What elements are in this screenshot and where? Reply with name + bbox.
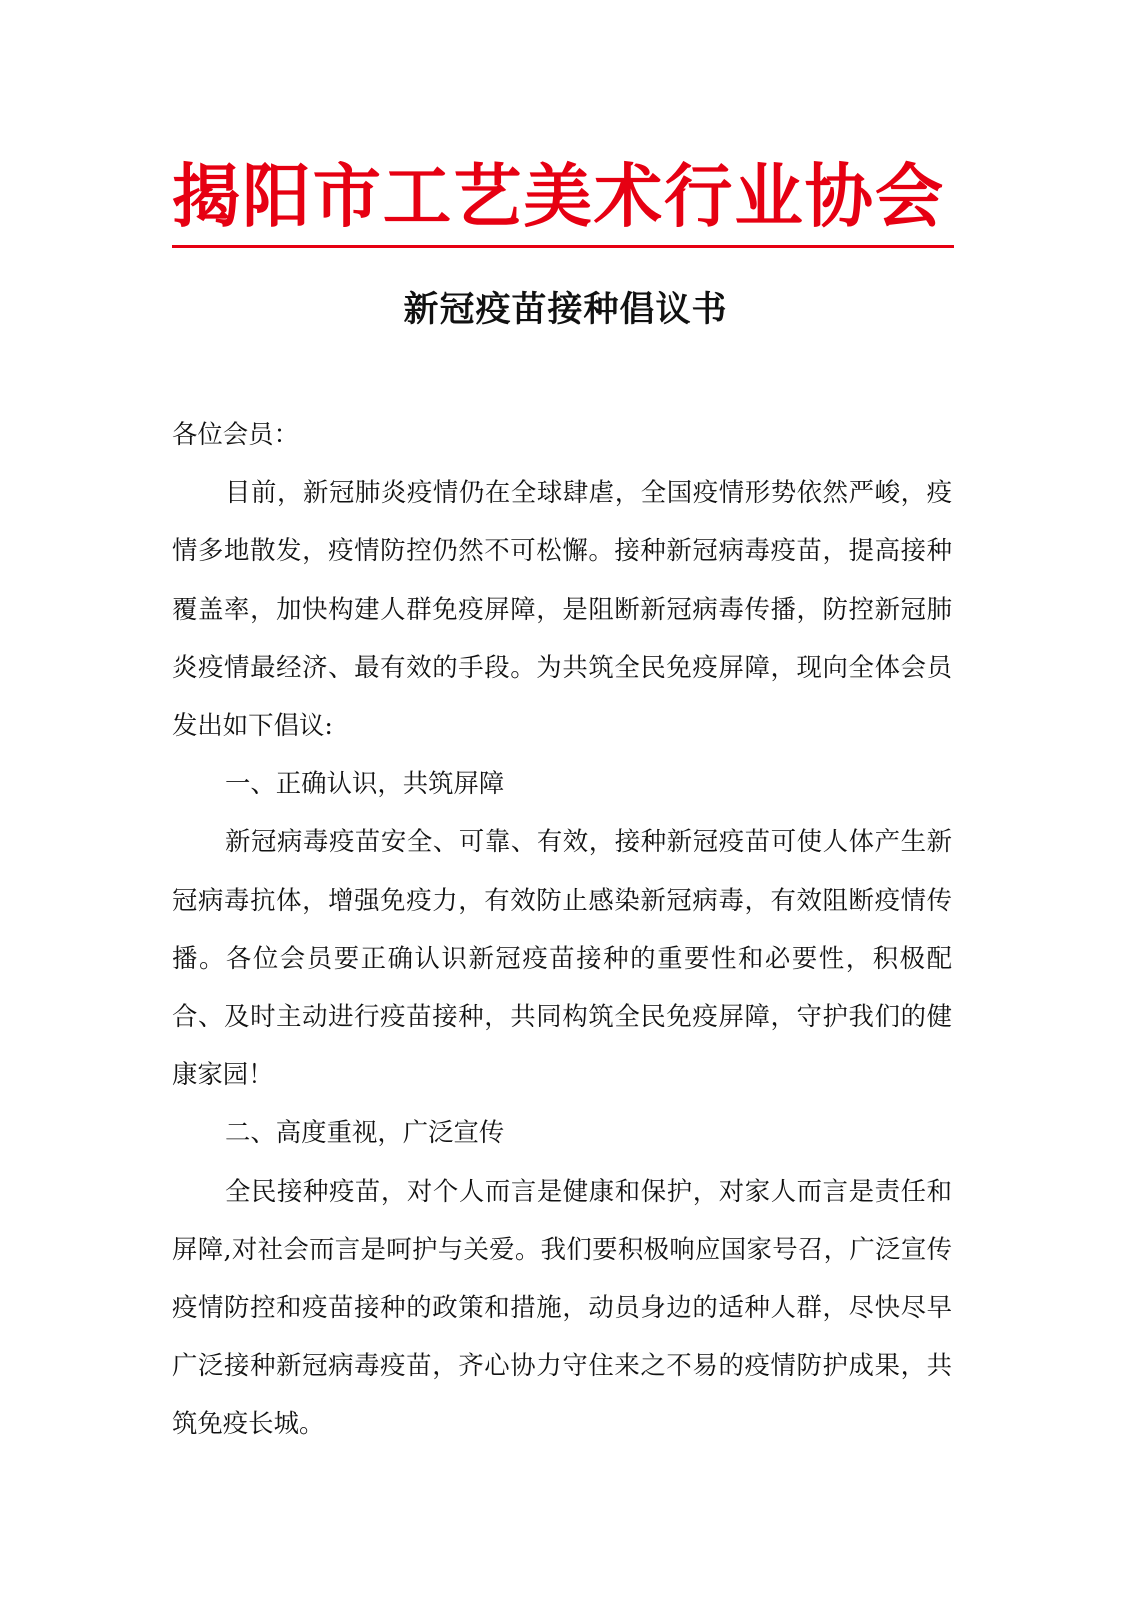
intro-paragraph: 目前，新冠肺炎疫情仍在全球肆虐，全国疫情形势依然严峻，疫情多地散发，疫情防控仍然不可松懈。接种新冠病毒疫苗，提高接种覆盖率，加快构建人群免疫屏障，是阻断新冠病毒传播，防控新冠肺炎疫情最经济、最有效的手段。为共筑全民免疫屏障，现向全体会员发出如下倡议: (172, 477, 952, 741)
masthead-divider (172, 245, 954, 248)
document-title: 新冠疫苗接种倡议书 (403, 290, 728, 330)
organization-masthead: 揭阳市工艺美术行业协会 (172, 157, 946, 237)
section-heading-2: 二、高度重视，广泛宣传 (225, 1117, 505, 1148)
section-heading-1: 一、正确认识，共筑屏障 (225, 768, 505, 799)
section-paragraph-1: 新冠病毒疫苗安全、可靠、有效，接种新冠疫苗可使人体产生新冠病毒抗体，增强免疫力，有效防止感染新冠病毒，有效阻断疫情传播。各位会员要正确认识新冠疫苗接种的重要性和必要性，积极配合、及时主动进行疫苗接种，共同构筑全民免疫屏障，守护我们的健康家园！ (172, 826, 952, 1090)
section-paragraph-2: 全民接种疫苗，对个人而言是健康和保护，对家人而言是责任和屏障,对社会而言是呵护与关爱。我们要积极响应国家号召，广泛宣传疫情防控和疫苗接种的政策和措施，动员身边的适种人群，尽快尽早广泛接种新冠病毒疫苗，齐心协力守住来之不易的疫情防护成果，共筑免疫长城。 (172, 1175, 952, 1439)
salutation: 各位会员： (172, 419, 299, 449)
document-body (172, 405, 952, 1453)
